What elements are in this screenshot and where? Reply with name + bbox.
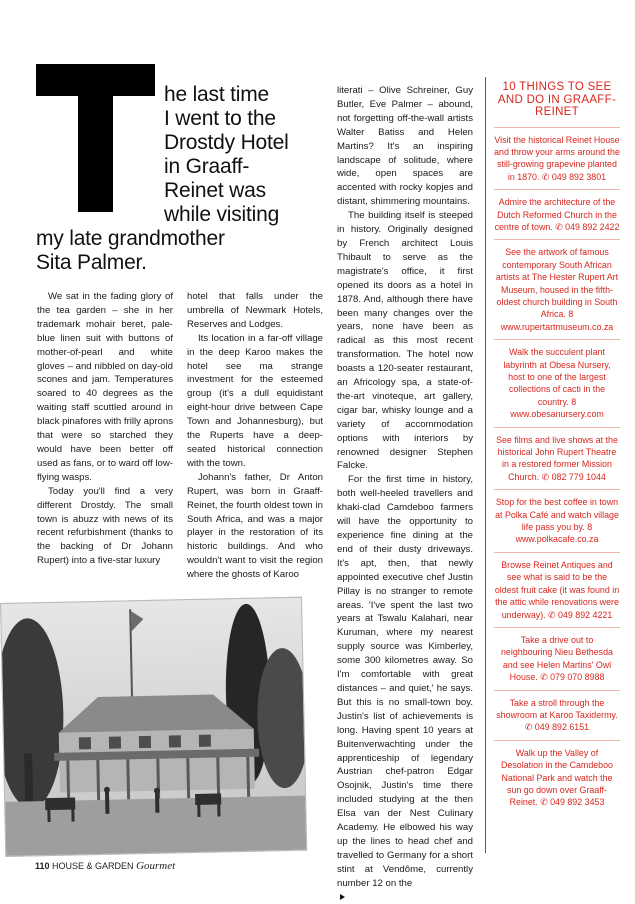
sidebar-item: Visit the historical Reinet House and throw your arms around the still-growing grapevine planted in 1870. ✆ 049 892 3801	[494, 127, 620, 190]
magazine-name: HOUSE & GARDEN	[52, 861, 134, 871]
body-paragraph: We sat in the fading glory of the tea garden – she in her trademark mohair beret, pale-blue linen suit with buttons of mother-of-pearl and white gloves – and nibbled on day-old scones and jam. Temperatures soared to 40 degrees as the waiting staff scuttled around in black pinafores with frilly aprons that were so starched they would have been better off used as fans, or to ward off low-flying wasps.	[37, 291, 173, 483]
historic-hotel-photo	[0, 597, 307, 857]
headline-line-8: Sita Palmer.	[36, 251, 147, 274]
page-footer	[35, 860, 175, 872]
body-paragraph: hotel that falls under the umbrella of Newmark Hotels, Reserves and Lodges.	[187, 291, 323, 330]
sidebar-item: See the artwork of famous contemporary South African artists at The Hester Rupert Art Museum, housed in the fifth-oldest church building in South Africa. 8 www.rupertartmuseum.co.za	[494, 239, 620, 339]
body-paragraph: literati – Olive Schreiner, Guy Butler, Eve Palmer – abound, not forgetting off-the-wall artists Walter Batiss and Helen Martins? It's an inspiring landscape of solitude, where wide, open spaces are accented with rocky kopjes and distant, shimmering mountains.	[337, 85, 473, 208]
sidebar-title: 10 THINGS TO SEE AND DO IN GRAAFF-REINET	[497, 81, 617, 118]
sidebar-item: Walk the succulent plant labyrinth at Obesa Nursery, host to one of the largest collections of cacti in the country. 8 www.obesanursery.com	[494, 339, 620, 426]
sidebar-item: Walk up the Valley of Desolation in the Camdeboo National Park and watch the sun go down over Graaff-Reinet. ✆ 049 892 3453	[494, 740, 620, 815]
headline-line-1: he last time	[164, 83, 269, 106]
brand-logo: Gourmet	[136, 860, 176, 872]
sidebar-item: Stop for the best coffee in town at Polka Café and watch village life pass you by. 8 www.polkacafe.co.za	[494, 489, 620, 552]
headline-line-2: I went to the	[164, 107, 276, 130]
body-paragraph: Its location in a far-off village in the deep Karoo makes the hotel see ma strange investment for the esteemed group (it's a dull equidistant eight-hour drive between Cape Town and Johannesburg), but the Ruperts have a deep-seated historical connection with the town.	[187, 332, 323, 469]
continue-arrow-icon	[340, 894, 345, 900]
sidebar-item: Take a stroll through the showroom at Karoo Taxidermy. ✆ 049 892 6151	[494, 690, 620, 740]
body-column-1	[37, 290, 173, 568]
body-paragraph: The building itself is steeped in history. Originally designed by French architect Louis Thibault to serve as the magistrate's office, it first opened its doors as a hotel in 1878. And, although there have been many changes over the years, none have been as radical as this most recent transformation. The hotel now boasts a 120-seater restaurant, an Africology spa, a state-of-the-art vinoteque, art gallery, cigar bar, whisky lounge and a variety of accommodation options with interiors by renowned designer Stephen Falcke.	[337, 210, 473, 472]
body-column-2	[187, 290, 323, 582]
drop-cap-letter	[36, 64, 155, 212]
sidebar-item: Browse Reinet Antiques and see what is said to be the oldest fruit cake (it was found in the attic while renovations were underway). ✆ 049 892 4221	[494, 552, 620, 627]
sidebar-item: Admire the architecture of the Dutch Reformed Church in the centre of town. ✆ 049 892 2422	[494, 189, 620, 239]
page-number: 110	[35, 861, 50, 871]
body-paragraph: Today you'll find a very different Drostdy. The small town is abuzz with news of its recent refurbishment (thanks to the backing of Dr Johann Rupert) into a five-star luxury	[37, 485, 173, 567]
headline-line-3: Drostdy Hotel	[164, 131, 289, 154]
headline-line-5: Reinet was	[164, 179, 266, 202]
body-column-3	[337, 84, 473, 904]
headline-line-4: in Graaff-	[164, 155, 250, 178]
sidebar-item: See films and live shows at the historical John Rupert Theatre in a restored former Mission Church. ✆ 082 779 1044	[494, 427, 620, 490]
sidebar-things-to-do	[485, 77, 625, 853]
body-paragraph: Johann's father, Dr Anton Rupert, was born in Graaff-Reinet, the fourth oldest town in South Africa, and was a major player in the restoration of its historic buildings. And who wouldn't want to visit the region where the ghosts of Karoo	[187, 471, 323, 581]
headline-line-6: while visiting	[164, 203, 280, 226]
headline-line-7: my late grandmother	[36, 227, 225, 250]
body-paragraph: For the first time in history, both well-heeled travellers and khaki-clad Camdeboo farmers will have the opportunity to experience fine dining at the end of their dusty driveways. It's apt, then, that newly appointed executive chef Justin Pillay is no stranger to remote areas. 'I've spent the last two years at Tswalu Kalahari, near Kuruman, where my nearest supply source was Kimberley, some 300 kilometres away. So I'm comfortable with great distances – and quiet,' he says. But this is no small-town boy. Justin's list of achievements is long. Having spent 10 years at Buitenverwachting under the apprenticeship of legendary Austrian chef-patron Edgar Osojnik, Justin's time there included studying at the then Elsa van der Nest Culinary Academy. He elbowed his way up the lines to head chef and travelled to Germany for a short stint at Vendôme, currently number 12 on the	[337, 474, 473, 889]
sidebar-item: Take a drive out to neighbouring Nieu Bethesda and see Helen Martins' Owl House. ✆ 079 070 8988	[494, 627, 620, 690]
